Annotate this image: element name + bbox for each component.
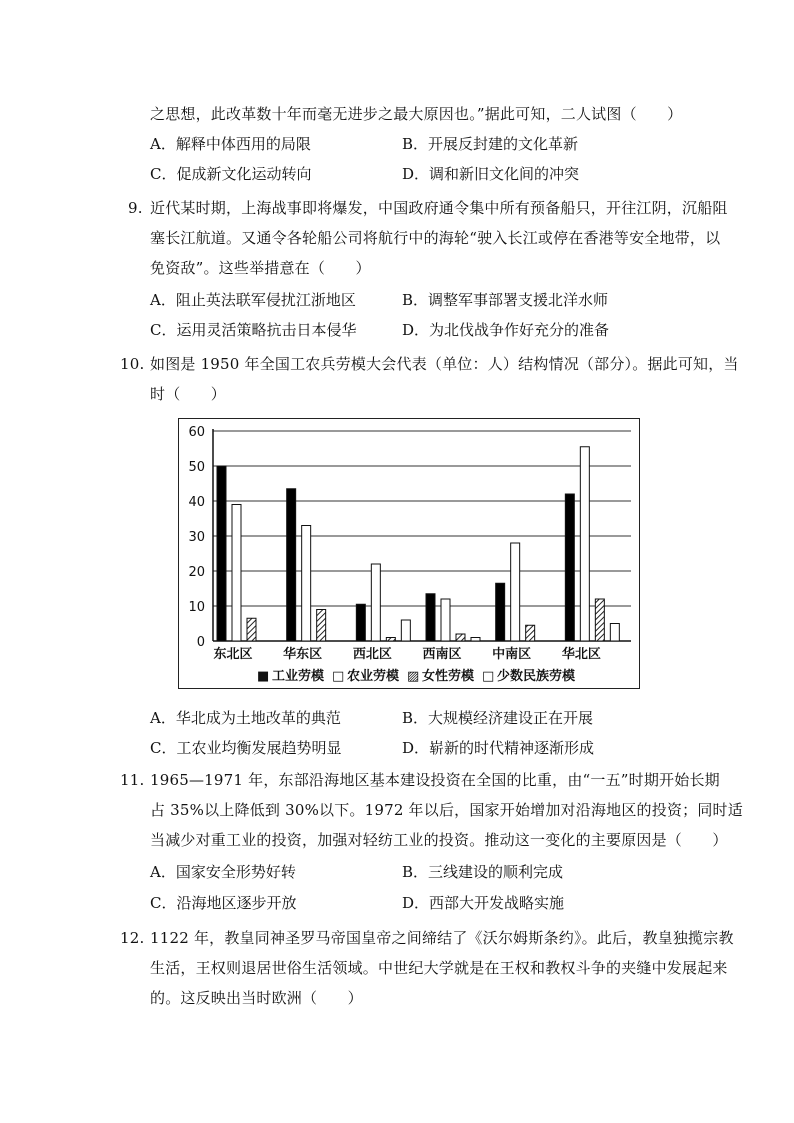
bar-工业劳模: [496, 583, 505, 641]
bar-农业劳模: [371, 564, 380, 641]
q11-line-1: 1965—1971 年，东部沿海地区基本建设投资在全国的比重，由“一五”时期开始长期: [150, 771, 720, 789]
q8-option-c[interactable]: [150, 164, 312, 184]
bar-女性劳模: [386, 638, 395, 642]
option-text: 为北伐战争作好充分的准备: [429, 321, 610, 339]
option-label: C．: [150, 739, 177, 757]
q12-line-3: 的。这反映出当时欧洲（ ）: [150, 989, 363, 1007]
q10-option-a[interactable]: [150, 708, 341, 728]
q8-option-b[interactable]: [402, 134, 578, 154]
option-label: C．: [150, 894, 177, 912]
q11-option-d[interactable]: [402, 893, 564, 913]
option-text: 西部大开发战略实施: [429, 894, 565, 912]
bar-chart-frame: [178, 418, 640, 689]
option-label: D．: [402, 739, 430, 757]
option-label: A．: [150, 863, 176, 881]
option-label: A．: [150, 135, 176, 153]
y-tick-label: 20: [188, 565, 205, 580]
option-text: 解释中体西用的局限: [175, 135, 311, 153]
q10-option-b[interactable]: [402, 708, 593, 728]
y-tick-label: 30: [188, 530, 205, 545]
legend-label: 工业劳模: [272, 669, 325, 684]
x-tick-label: 华东区: [283, 647, 323, 662]
option-text: 沿海地区逐步开放: [176, 894, 297, 912]
option-text: 运用灵活策略抗击日本侵华: [176, 321, 357, 339]
q10-number: 10.: [120, 355, 145, 373]
option-label: B．: [402, 709, 429, 727]
q9-line-2: 塞长江航道。又通令各轮船公司将航行中的海轮“驶入长江或停在香港等安全地带，以: [150, 229, 721, 247]
q11-number: 11.: [120, 771, 145, 789]
q11-line-2: 占 35%以上降低到 30%以下。1972 年以后，国家开始增加对沿海地区的投资；同时适: [150, 801, 743, 819]
q10-line-2: 时（ ）: [150, 385, 227, 403]
bar-工业劳模: [426, 594, 435, 641]
option-text: 阻止英法联军侵扰江浙地区: [175, 291, 356, 309]
y-tick-label: 50: [188, 460, 205, 475]
q11-option-c[interactable]: [150, 893, 297, 913]
legend-label: 女性劳模: [422, 669, 475, 684]
q10-line-1: 如图是 1950 年全国工农兵劳模大会代表（单位：人）结构情况（部分）。据此可知，当: [150, 355, 739, 373]
bar-女性劳模: [595, 599, 604, 641]
option-label: D．: [402, 894, 430, 912]
legend-marker: □: [332, 669, 345, 684]
bar-工业劳模: [287, 489, 296, 641]
y-tick-label: 10: [188, 600, 205, 615]
y-tick-label: 60: [188, 425, 205, 440]
bar-少数民族劳模: [610, 624, 619, 642]
q9-number: 9.: [128, 199, 143, 217]
option-text: 大规模经济建设正在开展: [428, 709, 594, 727]
bar-女性劳模: [456, 634, 465, 641]
bar-少数民族劳模: [471, 638, 480, 642]
x-tick-label: 西北区: [352, 647, 392, 662]
q12-line-2: 生活，王权则退居世俗生活领域。中世纪大学就是在王权和教权斗争的夹缝中发展起来: [150, 959, 728, 977]
x-tick-label: 东北区: [213, 647, 253, 662]
bar-chart: [179, 419, 638, 687]
option-text: 开展反封建的文化革新: [428, 135, 579, 153]
option-text: 国家安全形势好转: [175, 863, 296, 881]
q9-option-d[interactable]: [402, 320, 609, 340]
option-text: 三线建设的顺利完成: [428, 863, 564, 881]
q11-line-3: 当减少对重工业的投资，加强对轻纺工业的投资。推动这一变化的主要原因是（ ）: [150, 831, 728, 849]
q8-option-a[interactable]: [150, 134, 311, 154]
bar-女性劳模: [247, 618, 256, 641]
option-text: 华北成为土地改革的典范: [175, 709, 341, 727]
legend-label: 少数民族劳模: [497, 669, 576, 684]
q9-line-1: 近代某时期，上海战事即将爆发，中国政府通令集中所有预备船只，开往江阴，沉船阻: [150, 199, 728, 217]
bar-女性劳模: [526, 625, 535, 641]
q10-option-d[interactable]: [402, 738, 594, 758]
option-label: B．: [402, 135, 429, 153]
legend-label: 农业劳模: [347, 669, 400, 684]
option-label: A．: [150, 291, 176, 309]
bar-工业劳模: [565, 494, 574, 641]
bar-农业劳模: [302, 526, 311, 642]
legend-marker: ▨: [407, 669, 420, 684]
option-text: 工农业均衡发展趋势明显: [176, 739, 342, 757]
option-text: 调和新旧文化间的冲突: [429, 165, 580, 183]
bar-工业劳模: [217, 466, 226, 641]
option-label: C．: [150, 321, 177, 339]
legend-marker: □: [482, 669, 495, 684]
q12-number: 12.: [120, 929, 145, 947]
q9-line-3: 免资敌”。这些举措意在（ ）: [150, 259, 371, 277]
q8-option-d[interactable]: [402, 164, 579, 184]
q9-option-c[interactable]: [150, 320, 357, 340]
bar-农业劳模: [232, 505, 241, 642]
option-text: 促成新文化运动转向: [176, 165, 312, 183]
q9-option-b[interactable]: [402, 290, 608, 310]
x-tick-label: 华北区: [561, 647, 601, 662]
q12-line-1: 1122 年，教皇同神圣罗马帝国皇帝之间缔结了《沃尔姆斯条约》。此后，教皇独揽宗教: [150, 929, 734, 947]
q11-option-a[interactable]: [150, 862, 296, 882]
y-tick-label: 0: [196, 635, 205, 650]
option-label: A．: [150, 709, 176, 727]
option-label: B．: [402, 291, 429, 309]
bar-女性劳模: [317, 610, 326, 642]
q11-option-b[interactable]: [402, 862, 563, 882]
q8-tail-text: 之思想，此改革数十年而毫无进步之最大原因也。”据此可知，二人试图（ ）: [150, 105, 683, 123]
option-text: 调整军事部署支援北洋水师: [428, 291, 609, 309]
bar-农业劳模: [441, 599, 450, 641]
x-tick-label: 西南区: [422, 647, 462, 662]
legend-marker: ■: [257, 669, 270, 684]
q9-option-a[interactable]: [150, 290, 356, 310]
option-label: D．: [402, 321, 430, 339]
bar-工业劳模: [356, 604, 365, 641]
option-label: C．: [150, 165, 177, 183]
bar-农业劳模: [580, 447, 589, 641]
q10-option-c[interactable]: [150, 738, 342, 758]
y-tick-label: 40: [188, 495, 205, 510]
option-text: 崭新的时代精神逐渐形成: [429, 739, 595, 757]
bar-少数民族劳模: [401, 620, 410, 641]
bar-农业劳模: [511, 543, 520, 641]
option-label: D．: [402, 165, 430, 183]
x-tick-label: 中南区: [492, 647, 532, 662]
option-label: B．: [402, 863, 429, 881]
